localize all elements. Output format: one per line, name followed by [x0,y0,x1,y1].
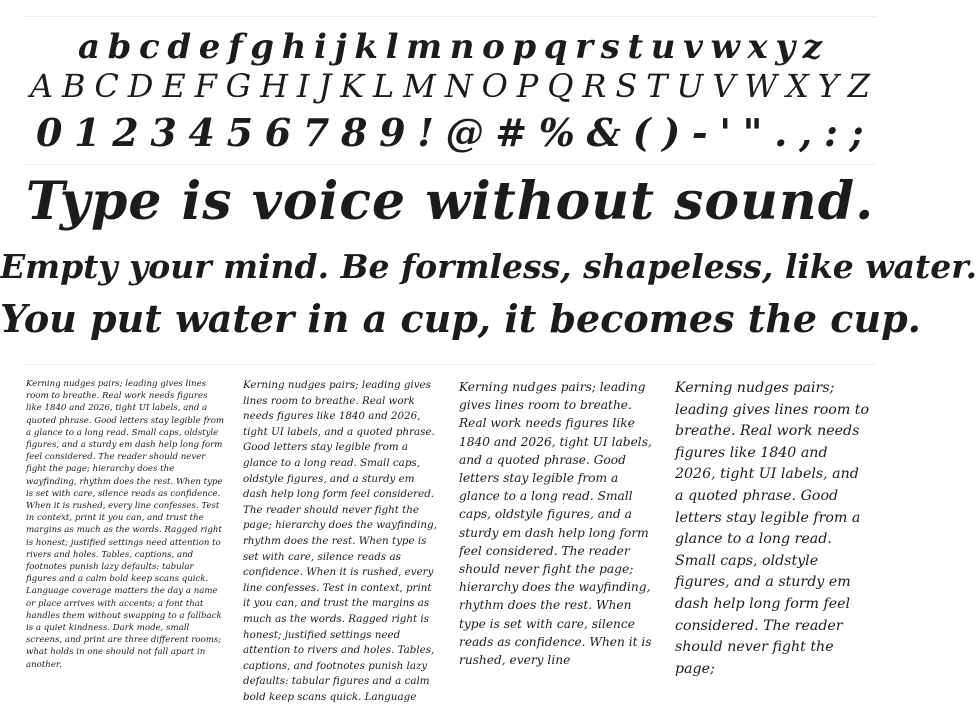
lowercase-glyph: d [167,27,192,67]
lowercase-glyph: r [575,27,594,67]
uppercase-glyph: A [30,67,54,105]
display-divider [24,364,876,365]
body-text-column-large: Kerning nudges pairs; leading gives lines room to breathe. Real work needs figures like 1840 and 2026, tight UI labels, and a quoted phrase. Good letters stay legible from a glance to a long read. Small caps, oldstyle figures, and a sturdy em dash help long form feel considered. The reader should never fight the page; [675,380,870,677]
uppercase-glyph: F [194,67,217,105]
uppercase-glyph: O [481,67,508,105]
figures-glyph: ) [662,110,681,155]
figures-glyph: . [774,110,788,155]
lowercase-glyph: q [543,27,568,67]
lowercase-glyph: b [107,27,132,67]
figures-glyph: 0 [36,110,63,155]
lowercase-glyph: a [78,27,101,67]
display-line-large: Type is voice without sound. [25,171,875,232]
lowercase-glyph: c [139,27,160,67]
figures-glyph: 3 [150,110,177,155]
lowercase-glyph: e [198,27,221,67]
lowercase-glyph: h [281,27,307,67]
lowercase-glyph: p [512,27,537,67]
lowercase-glyph: m [406,27,443,67]
figures-glyph: 8 [341,110,368,155]
lowercase-glyph: s [600,27,620,67]
figures-glyph: ( [632,110,651,155]
uppercase-glyph: W [744,67,778,105]
uppercase-glyph: U [676,67,704,105]
figures-glyph: : [823,110,838,155]
display-line-medium-large: You put water in a cup, it becomes the cup. [0,296,921,341]
uppercase-glyph: E [162,67,186,105]
lowercase-glyph: k [354,27,378,67]
uppercase-glyph-row [0,67,900,105]
figures-glyph: ' [719,110,731,155]
display-line-medium: Empty your mind. Be formless, shapeless, like water. [0,247,977,286]
figures-glyph: % [538,110,575,155]
lowercase-glyph: g [250,27,275,67]
lowercase-glyph: o [482,27,505,67]
lowercase-glyph: w [710,27,740,67]
lowercase-glyph: i [313,27,327,67]
figures-punctuation-row [0,110,900,155]
uppercase-glyph: C [94,67,119,105]
uppercase-glyph: T [646,67,668,105]
figures-glyph: 6 [264,110,292,155]
uppercase-glyph: Q [547,67,574,105]
lowercase-glyph: f [227,27,243,67]
figures-glyph: & [586,110,621,155]
uppercase-glyph: K [340,67,365,105]
figures-glyph: 7 [302,110,330,155]
figures-glyph: - [691,110,708,155]
uppercase-glyph: P [516,67,539,105]
lowercase-glyph: t [627,27,644,67]
figures-glyph: ! [417,110,434,155]
top-divider [24,16,876,17]
lowercase-glyph: l [385,27,399,67]
uppercase-glyph: I [296,67,310,105]
figures-glyph: 9 [379,110,406,155]
uppercase-glyph: M [403,67,436,105]
figures-glyph: @ [445,110,484,155]
uppercase-glyph: S [615,67,638,105]
lowercase-glyph: u [650,27,676,67]
figures-glyph: ; [849,110,864,155]
figures-glyph: 1 [74,110,101,155]
body-text-column-small: Kerning nudges pairs; leading gives lines room to breathe. Real work needs figures like 1840 and 2026, tight UI labels, and a quoted phrase. Good letters stay legible from a glance to a long read. Small caps, oldstyle figures, and a sturdy em dash help long form feel considered. The reader should never fight the page; hierarchy does the wayfinding, rhythm does the rest. When type is set with care, silence reads as confidence. When it is rushed, every line confesses. Test in context, print it you can, and trust the margins as much as the words. Ragged right is honest; justified settings need attention to rivers and holes. Tables, captions, and footnotes punish lazy defaults: tabular figures and a calm bold keep scans quick. Language [243,379,437,703]
uppercase-glyph: J [318,67,332,105]
body-text-column-medium: Kerning nudges pairs; leading gives lines room to breathe. Real work needs figures like 1840 and 2026, tight UI labels, and a quoted phrase. Good letters stay legible from a glance to a long read. Small caps, oldstyle figures, and a sturdy em dash help long form feel considered. The reader should never fight the page; hierarchy does the wayfinding, rhythm does the rest. When type is set with care, silence reads as confidence. When it is rushed, every line [459,380,652,668]
lowercase-glyph: n [449,27,475,67]
uppercase-glyph: N [444,67,473,105]
figures-glyph: , [799,110,813,155]
uppercase-glyph: G [225,67,252,105]
uppercase-glyph: H [260,67,289,105]
figures-glyph: 5 [226,110,254,155]
lowercase-glyph: y [775,27,796,67]
lowercase-glyph: x [747,27,768,67]
figures-glyph: 4 [188,110,215,155]
lowercase-glyph: z [802,27,822,67]
lowercase-glyph: v [683,27,703,67]
lowercase-glyph-row [0,27,900,67]
uppercase-glyph: R [582,67,607,105]
uppercase-glyph: X [786,67,809,105]
figures-glyph: # [495,110,528,155]
glyphs-divider [24,164,876,165]
lowercase-glyph: j [334,27,347,67]
figures-glyph: " [742,110,763,155]
uppercase-glyph: L [372,67,395,105]
uppercase-glyph: Z [847,67,870,105]
figures-glyph: 2 [112,110,139,155]
body-text-column-smallest: Kerning nudges pairs; leading gives lines room to breathe. Real work needs figures like 1840 and 2026, tight UI labels, and a quoted phrase. Good letters stay legible from a glance to a long read. Small caps, oldstyle figures, and a sturdy em dash help long form feel considered. The reader should never fight the page; hierarchy does the wayfinding, rhythm does the rest. When type is set with care, silence reads as confidence. When it is rushed, every line confesses. Test in context, print it you can, and trust the margins as much as the words. Ragged right is honest; justified settings need attention to rivers and holes. Tables, captions, and footnotes punish lazy defaults: tabular figures and a calm bold keep scans quick. Language coverage matters the day a name or place arrives with accents; a font that handles them without swapping to a fallback is a quiet kindness. Dark mode, small screens, and print are three different rooms; what holds in one should not fall apart in another. [26,379,225,670]
uppercase-glyph: V [712,67,736,105]
uppercase-glyph: Y [817,67,839,105]
uppercase-glyph: B [62,67,86,105]
uppercase-glyph: D [127,67,154,105]
